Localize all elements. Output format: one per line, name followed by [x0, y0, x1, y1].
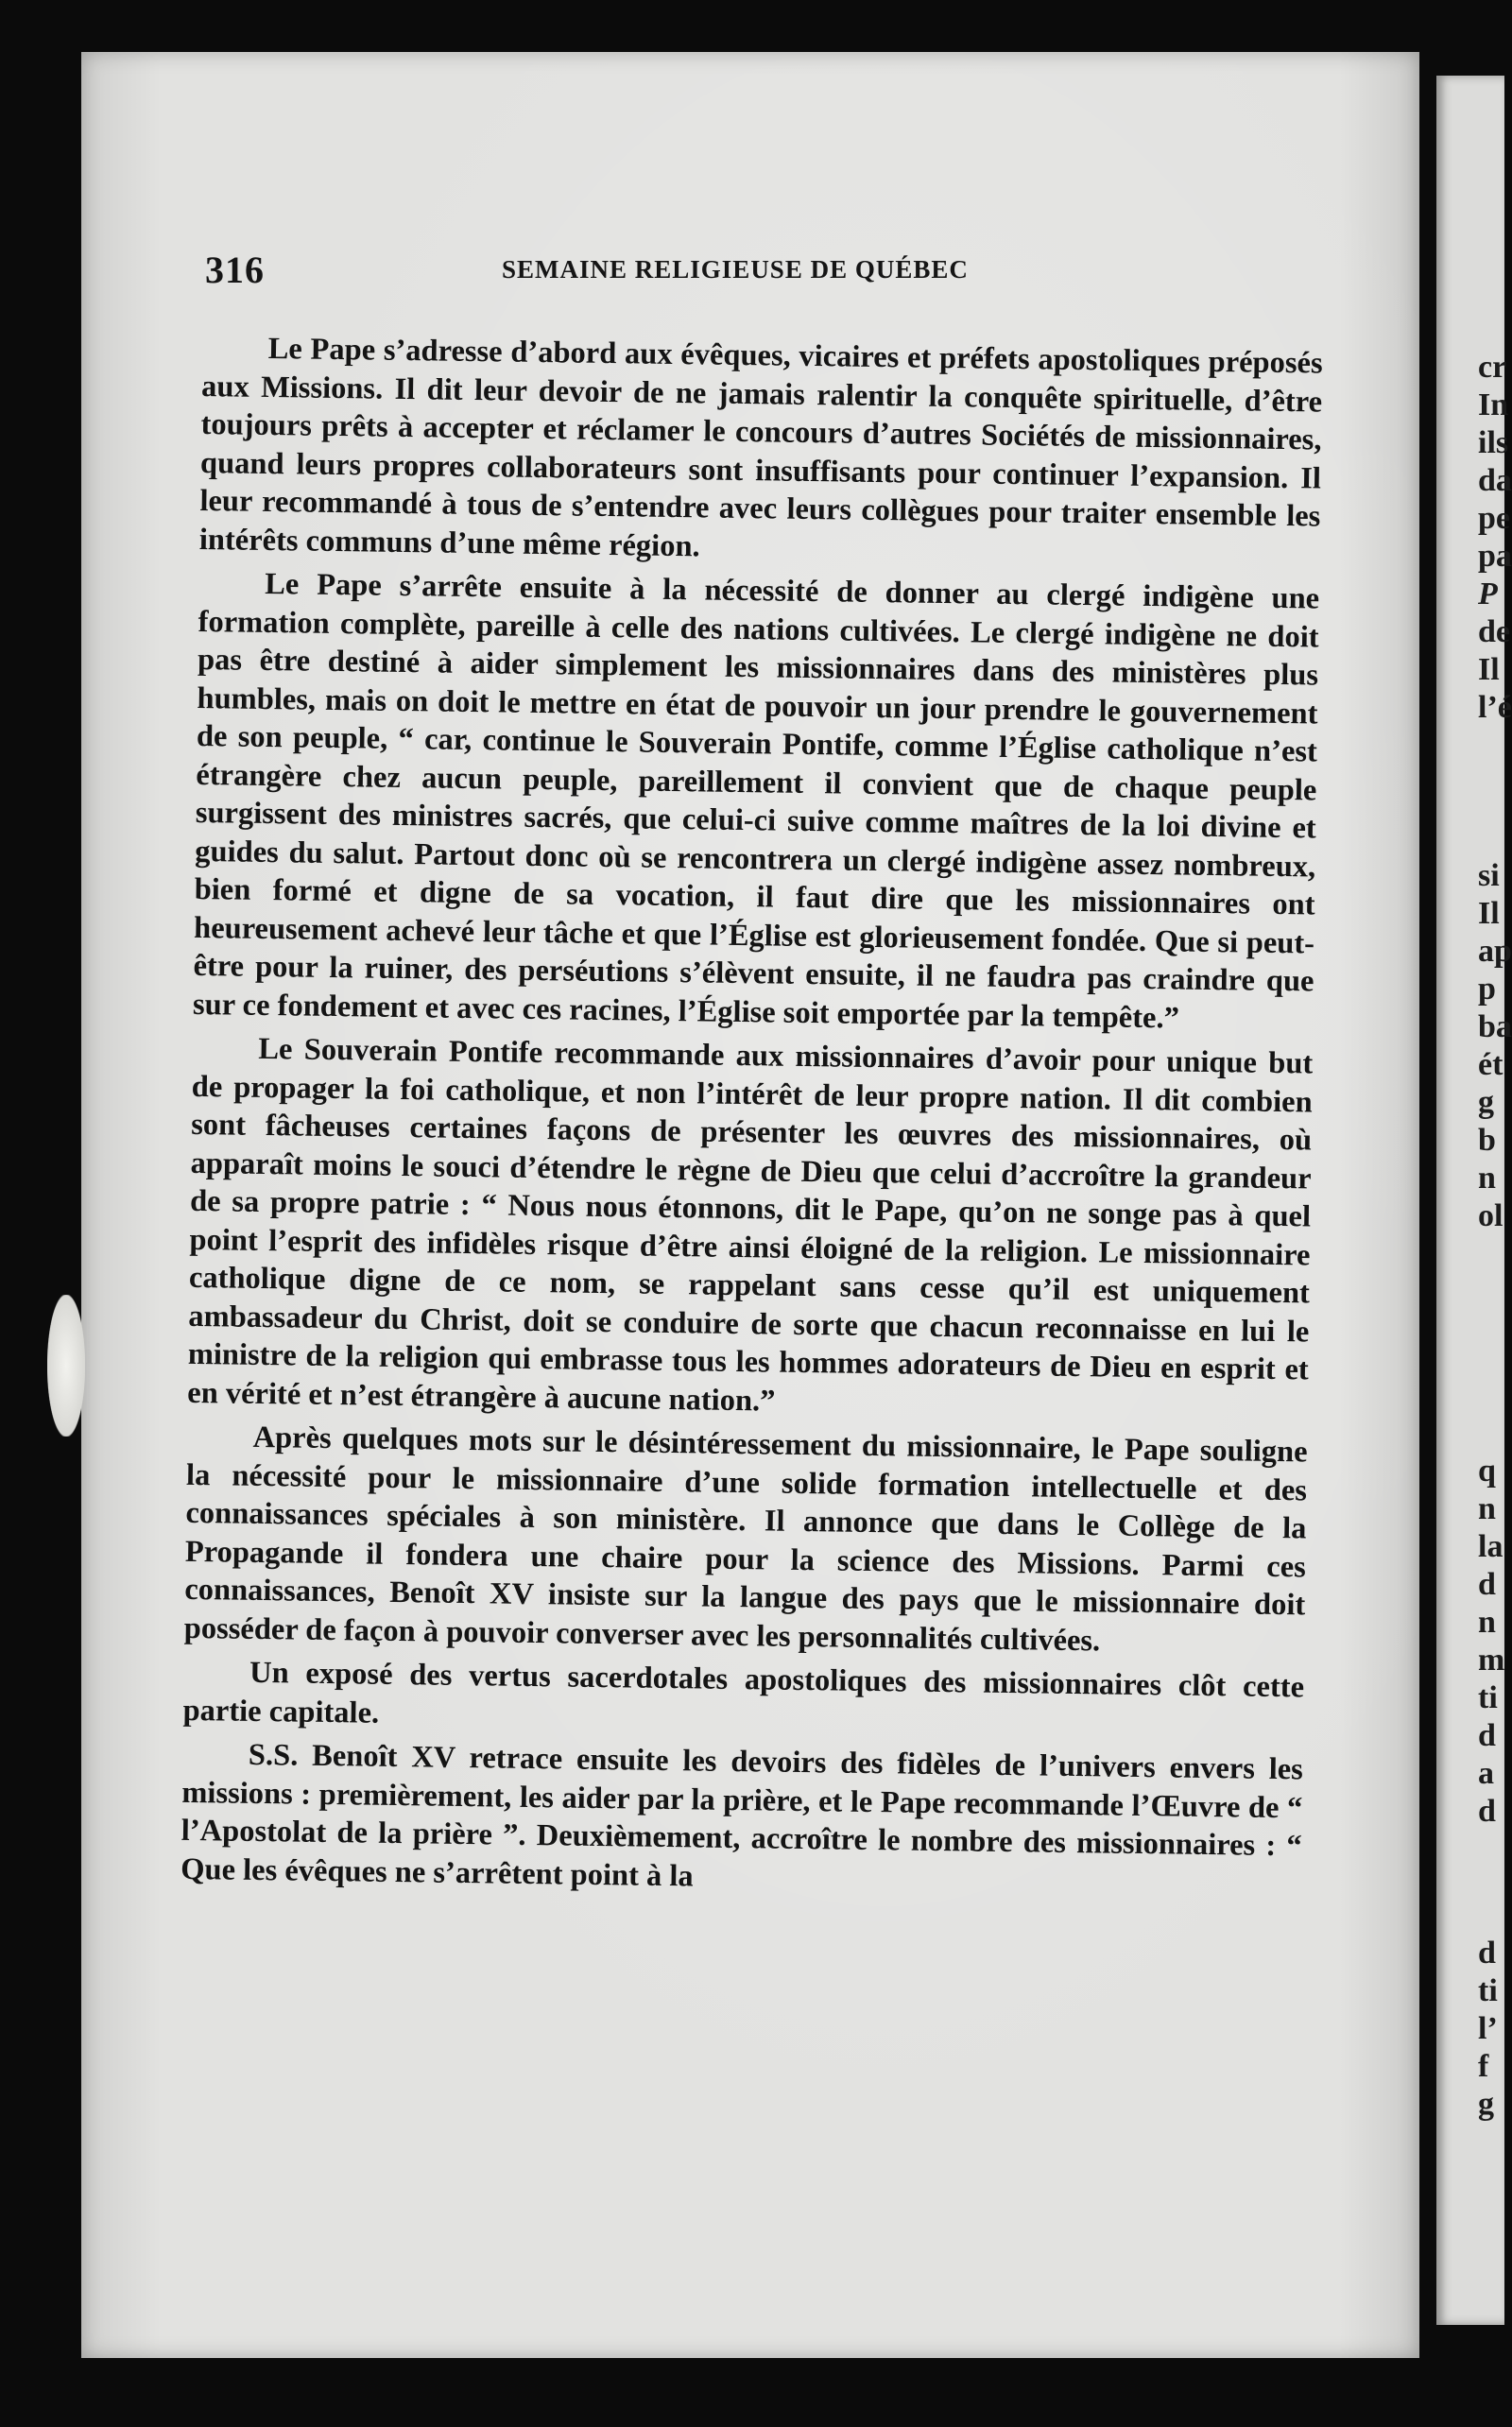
adjacent-fragment: d — [1478, 1794, 1496, 1829]
running-head: SEMAINE RELIGIEUSE DE QUÉBEC — [502, 255, 969, 284]
adjacent-fragment: ti — [1478, 1680, 1498, 1715]
paragraph: Le Pape s’arrête ensuite à la nécessité de donner au clergé indigène une formation complète, pareille à celle des nations cultivées. Le clergé indigène ne doit pas être destiné à aider simplement les missionnaires dans des ministères plus humbles, mais on doit le mettre en état de pouvoir un jour prendre le gouvernement de son peuple, “ car, continue le Souverain Pontife, comme l’Église catholique n’est étrangère chez aucun peuple, pareillement il convient que de chaque peuple surgissent des ministres sacrés, que celui-ci suive comme maîtres de la loi divine et guides du salut. Partout donc où se rencontrera un clergé indigène assez nombreux, bien formé et digne de sa vocation, il faut dire que les missionnaires ont heureusement achevé leur tâche et que l’Église est glorieusement fondée. Que si peut-être pour la ruiner, des perséutions s’élèvent ensuite, il ne faudra pas craindre que sur ce fondement et avec ces racines, l’Église soit emportée par la tempête.” — [192, 566, 1320, 1036]
adjacent-fragment: In — [1478, 387, 1509, 422]
adjacent-fragment: ba — [1478, 1009, 1512, 1044]
adjacent-fragment: p — [1478, 972, 1496, 1007]
paragraph: Après quelques mots sur le désintéressement du missionnaire, le Pape souligne la nécessité pour le missionnaire d’une solide formation intellectuelle et des connaissances spéciales à son ministère. Il annonce que dans le Collège de la Propagande il fondera une chaire pour la science des Missions. Parmi ces connaissances, Benoît XV insiste sur la langue des pays que le missionnaire doit posséder de façon à pouvoir converser avec les personnalités cultivées. — [183, 1420, 1308, 1658]
adjacent-fragment: m — [1478, 1643, 1505, 1678]
page-number: 316 — [205, 249, 265, 291]
adjacent-fragment: pe — [1478, 501, 1510, 536]
adjacent-fragment: l’ — [1478, 2011, 1498, 2046]
adjacent-page-edge — [1436, 76, 1512, 2325]
adjacent-fragment: n — [1478, 1605, 1496, 1640]
adjacent-fragment: ét — [1478, 1047, 1503, 1082]
adjacent-fragment: n — [1478, 1161, 1496, 1196]
adjacent-fragment: cr — [1478, 350, 1507, 385]
adjacent-fragment: de — [1478, 614, 1510, 649]
adjacent-fragment: ap — [1478, 934, 1512, 969]
paragraph: Un exposé des vertus sacerdotales apostoliques des missionnaires clôt cette partie capitale. — [182, 1655, 1305, 1730]
paragraph: S.S. Benoît XV retrace ensuite les devoirs des fidèles de l’univers envers les missions : premièrement, les aider par la prière, et le Pape recommande l’Œuvre de “ l’Apostolat de la prière ”. Deuxièmement, accroître le nombre des missionnaires : “ Que les évêques ne s’arrêtent point à la — [180, 1737, 1304, 1893]
adjacent-fragment: a — [1478, 1756, 1494, 1791]
adjacent-fragment: ils — [1478, 425, 1509, 460]
paragraph: Le Souverain Pontife recommande aux missionnaires d’avoir pour unique but de propager la foi catholique, et non l’intérêt de leur propre nation. Il dit combien sont fâcheuses certaines façons de présenter les œuvres des missionnaires, où apparaît moins le souci d’étendre le règne de Dieu que celui d’accroître la grandeur de sa propre patrie : “ Nous nous étonnons, dit le Pape, qu’on ne songe pas à quel point l’esprit des infidèles risque d’être ainsi éloigné de la religion. Le missionnaire catholique digne de ce nom, se rappelant sans cesse qu’il est uniquement ambassadeur du Christ, doit se conduire de sorte que chacun reconnaisse en lui le ministre de la religion qui embrasse tous les hommes adorateurs de Dieu en esprit et en vérité et n’est étrangère à aucune nation.” — [187, 1031, 1314, 1419]
adjacent-fragment: la — [1478, 1529, 1503, 1564]
adjacent-fragment: f — [1478, 2049, 1489, 2084]
adjacent-fragment: ol — [1478, 1198, 1503, 1233]
adjacent-fragment: pa — [1478, 539, 1512, 574]
adjacent-fragment: P — [1478, 577, 1498, 611]
adjacent-fragment: Il — [1478, 896, 1500, 931]
page-header — [205, 248, 1084, 295]
adjacent-fragment: d — [1478, 1567, 1496, 1602]
adjacent-fragment: si — [1478, 858, 1500, 893]
adjacent-fragment: b — [1478, 1123, 1496, 1158]
adjacent-fragment: g — [1478, 1085, 1494, 1120]
adjacent-fragment: d — [1478, 1936, 1496, 1971]
adjacent-fragment: l’é — [1478, 690, 1512, 725]
adjacent-fragment: ti — [1478, 1973, 1498, 2008]
adjacent-fragment: Il — [1478, 652, 1500, 687]
paragraph: Le Pape s’adresse d’abord aux évêques, vicaires et préfets apostoliques préposés aux Missions. Il dit leur devoir de ne jamais ralentir la conquête spirituelle, d’être toujours prêts à accepter et réclamer le concours d’autres Sociétés de missionnaires, quand leurs propres collaborateurs sont insuffisants pour continuer l’expansion. Il leur recommandé à tous de s’entendre avec leurs collègues pour traiter ensemble les intérêts communs d’une même région. — [198, 331, 1323, 563]
adjacent-fragment: d — [1478, 1718, 1496, 1753]
adjacent-fragment: n — [1478, 1491, 1496, 1526]
adjacent-fragment: g — [1478, 2087, 1494, 2122]
adjacent-fragment: da — [1478, 463, 1512, 498]
article-body — [180, 329, 1323, 1909]
adjacent-fragment: q — [1478, 1454, 1496, 1489]
paper-damage-mark — [47, 1295, 85, 1437]
